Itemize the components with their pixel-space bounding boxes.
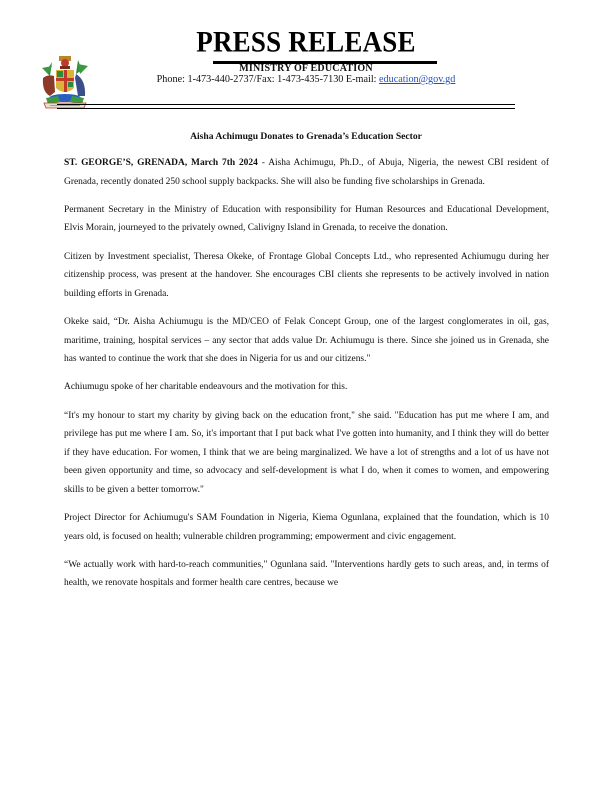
paragraph: Permanent Secretary in the Ministry of Education with responsibility for Human Resources and Educational Development, Elvis Morain, journeyed to the privately owned, Calivigny Island in Grenada, to receive the donation. bbox=[64, 204, 549, 234]
email-link[interactable]: education@gov.gd bbox=[379, 74, 456, 85]
paragraph: Project Director for Achiumugu's SAM Foundation in Nigeria, Kiema Ogunlana, explained that the foundation, which is 10 years old, is focused on health; vulnerable children programming; empowerment and civic engagement. bbox=[64, 513, 549, 542]
paragraph: “We actually work with hard-to-reach communities," Ogunlana said. "Interventions hardly gets to such areas, and, in terms of health, we renovate hospitals and former health care centres, because we bbox=[64, 559, 549, 589]
header-divider-bottom bbox=[57, 108, 515, 109]
contact-line bbox=[0, 74, 612, 86]
contact-phone-fax: Phone: 1-473-440-2737/Fax: 1-473-435-7130 E-mail: bbox=[156, 74, 380, 85]
paragraph: Okeke said, “Dr. Aisha Achiumugu is the MD/CEO of Felak Concept Group, one of the largest conglomerates in oil, gas, maritime, training, hospital services – any sector that adds value Dr. Achiumugu is there. Since she joined us in Grenada, she has wanted to continue the work that she does in Nigeria for us and our citizens." bbox=[64, 316, 549, 365]
paragraph: “It's my honour to start my charity by giving back on the education front," she said. "Education has put me where I am, and privilege has put me where I am. So, it's important that I put back what I've gotten into humanity, and I think they will do better if they have education. For women, I think that we are being marginalized. We have a lot of strengths and a lot of us have not been given opportunity and time, so advocacy and self-development is what I do, when it comes to women, and empowering skills to be given a better tomorrow." bbox=[64, 410, 549, 495]
lead-text: - Aisha Achimugu, Ph.D., of Abuja, Nigeria, the newest CBI resident of Grenada, recently donated 250 school supply backpacks. She will also be funding five scholarships in Grenada. bbox=[64, 158, 549, 187]
page-title: PRESS RELEASE bbox=[196, 25, 416, 59]
article-body bbox=[64, 154, 549, 603]
paragraph: Achiumugu spoke of her charitable endeavours and the motivation for this. bbox=[64, 382, 348, 393]
paragraph: Citizen by Investment specialist, Theresa Okeke, of Frontage Global Concepts Ltd., who represented Achiumugu during her citizenship process, was present at the handover. She encourages CBI clients she represents to be actively involved in nation building efforts in Grenada. bbox=[64, 251, 549, 299]
paragraph-lead bbox=[64, 154, 549, 191]
press-release-title-block bbox=[0, 25, 612, 59]
article-headline: Aisha Achimugu Donates to Grenada’s Education Sector bbox=[190, 131, 422, 142]
header-divider-top bbox=[57, 104, 515, 105]
dateline: ST. GEORGE’S, GRENADA, March 7th 2024 bbox=[64, 158, 258, 168]
ministry-name: MINISTRY OF EDUCATION bbox=[239, 63, 373, 74]
